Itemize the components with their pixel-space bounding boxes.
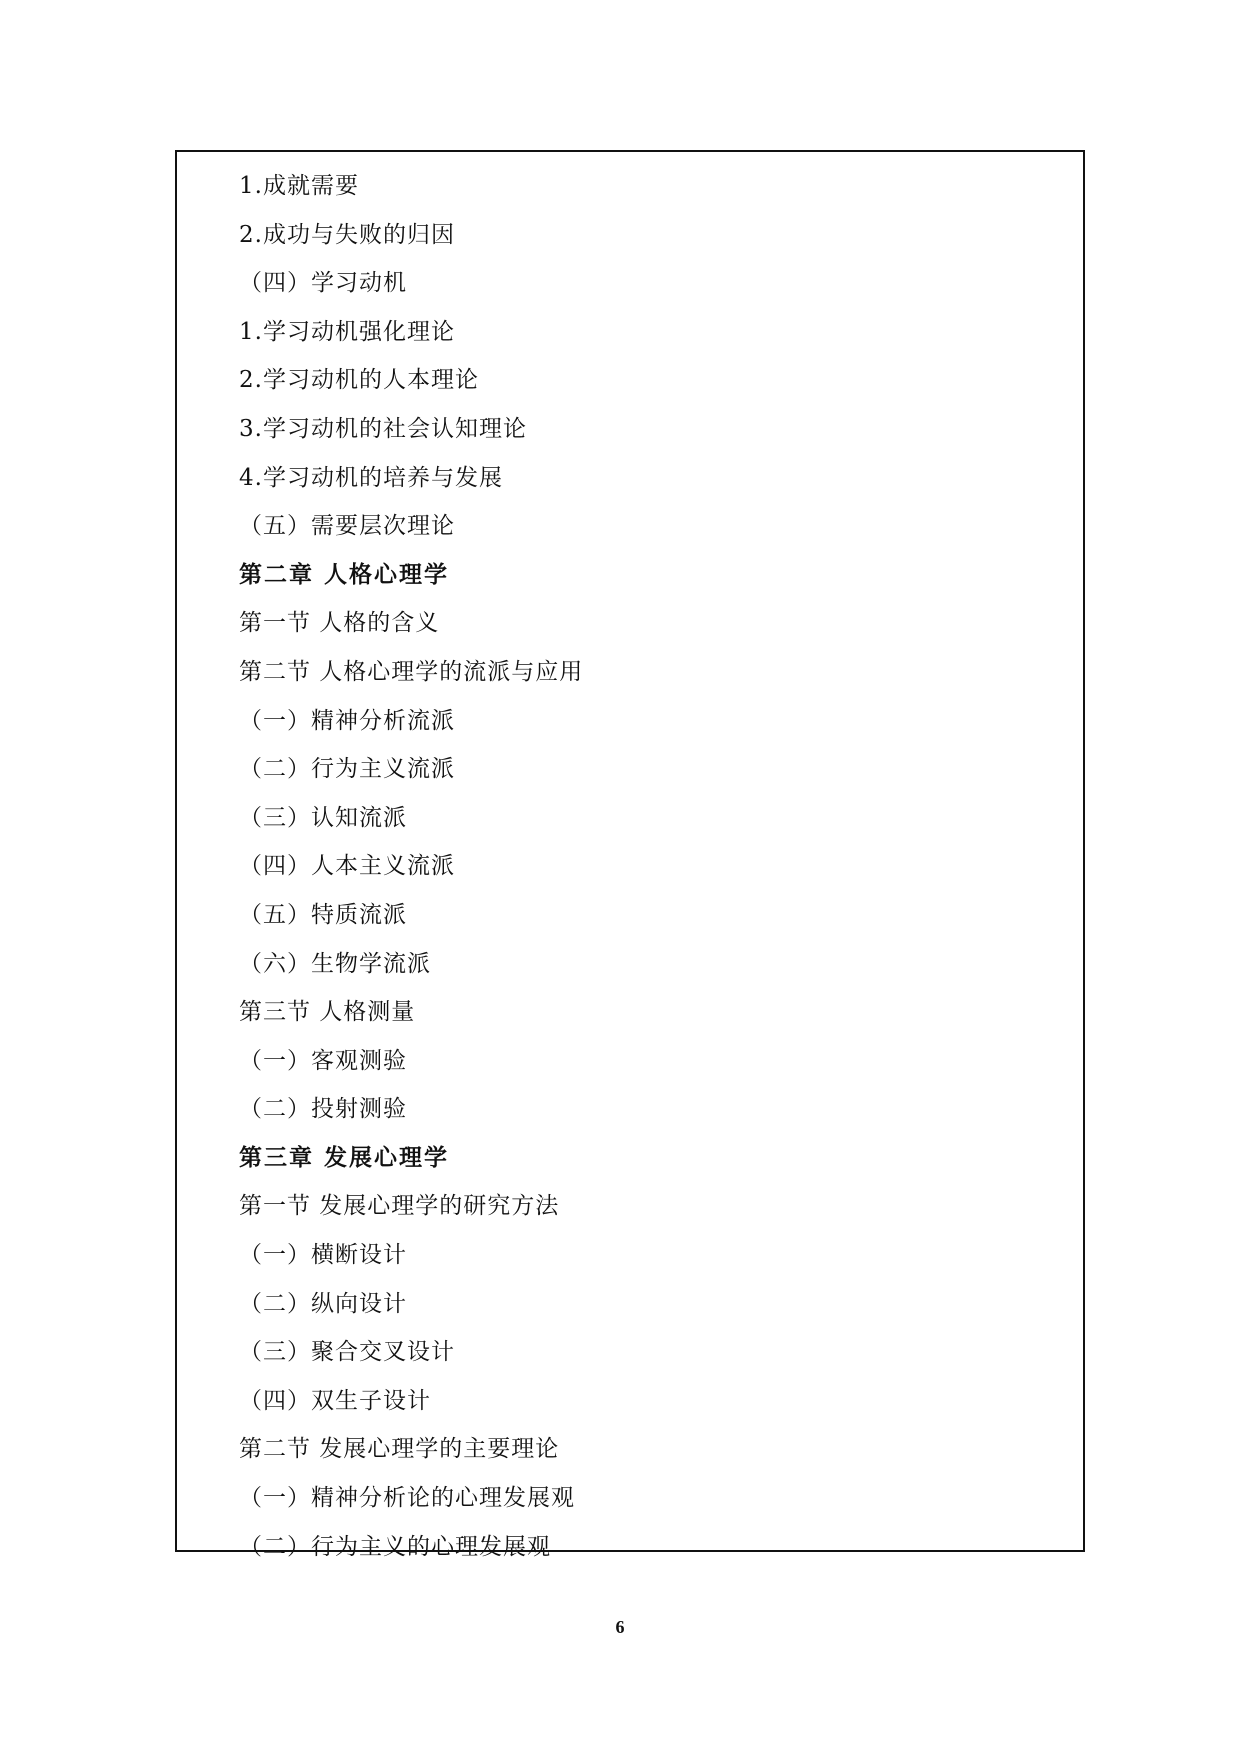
outline-item: （二）投射测验: [239, 1096, 407, 1123]
syllabus-outline: [239, 162, 583, 1571]
outline-item: 第三节 人格测量: [239, 999, 416, 1026]
chapter-heading: 第二章 人格心理学: [239, 560, 450, 588]
outline-item: 1.学习动机强化理论: [239, 318, 455, 345]
outline-item: （二）行为主义流派: [239, 756, 455, 783]
outline-item: （一）精神分析流派: [239, 707, 455, 734]
outline-item: 第一节 发展心理学的研究方法: [239, 1193, 560, 1220]
outline-item: （二）行为主义的心理发展观: [239, 1533, 551, 1560]
outline-item: 第一节 人格的含义: [239, 610, 440, 637]
content-frame: [175, 150, 1085, 1560]
outline-item: 4.学习动机的培养与发展: [239, 464, 503, 491]
outline-item: 3.学习动机的社会认知理论: [239, 415, 527, 442]
outline-item: （四）人本主义流派: [239, 853, 455, 880]
outline-item: （六）生物学流派: [239, 950, 431, 977]
outline-item: （二）纵向设计: [239, 1290, 407, 1317]
chapter-heading: 第三章 发展心理学: [239, 1143, 450, 1171]
outline-item: （五）需要层次理论: [239, 513, 455, 540]
outline-item: （一）客观测验: [239, 1047, 407, 1074]
outline-item: 第二节 人格心理学的流派与应用: [239, 658, 584, 685]
outline-item: （一）精神分析论的心理发展观: [239, 1485, 575, 1512]
outline-item: （五）特质流派: [239, 901, 407, 928]
outline-item: （四）学习动机: [239, 270, 407, 297]
outline-item: 2.学习动机的人本理论: [239, 367, 479, 394]
outline-item: 2.成功与失败的归因: [239, 221, 455, 248]
outline-item: （四）双生子设计: [239, 1387, 431, 1414]
outline-item: 1.成就需要: [239, 173, 359, 199]
page-number: 6: [615, 1617, 625, 1637]
outline-item: （三）聚合交叉设计: [239, 1339, 455, 1366]
outline-item: （一）横断设计: [239, 1242, 407, 1269]
outline-item: 第二节 发展心理学的主要理论: [239, 1436, 560, 1463]
outline-item: （三）认知流派: [239, 804, 407, 831]
